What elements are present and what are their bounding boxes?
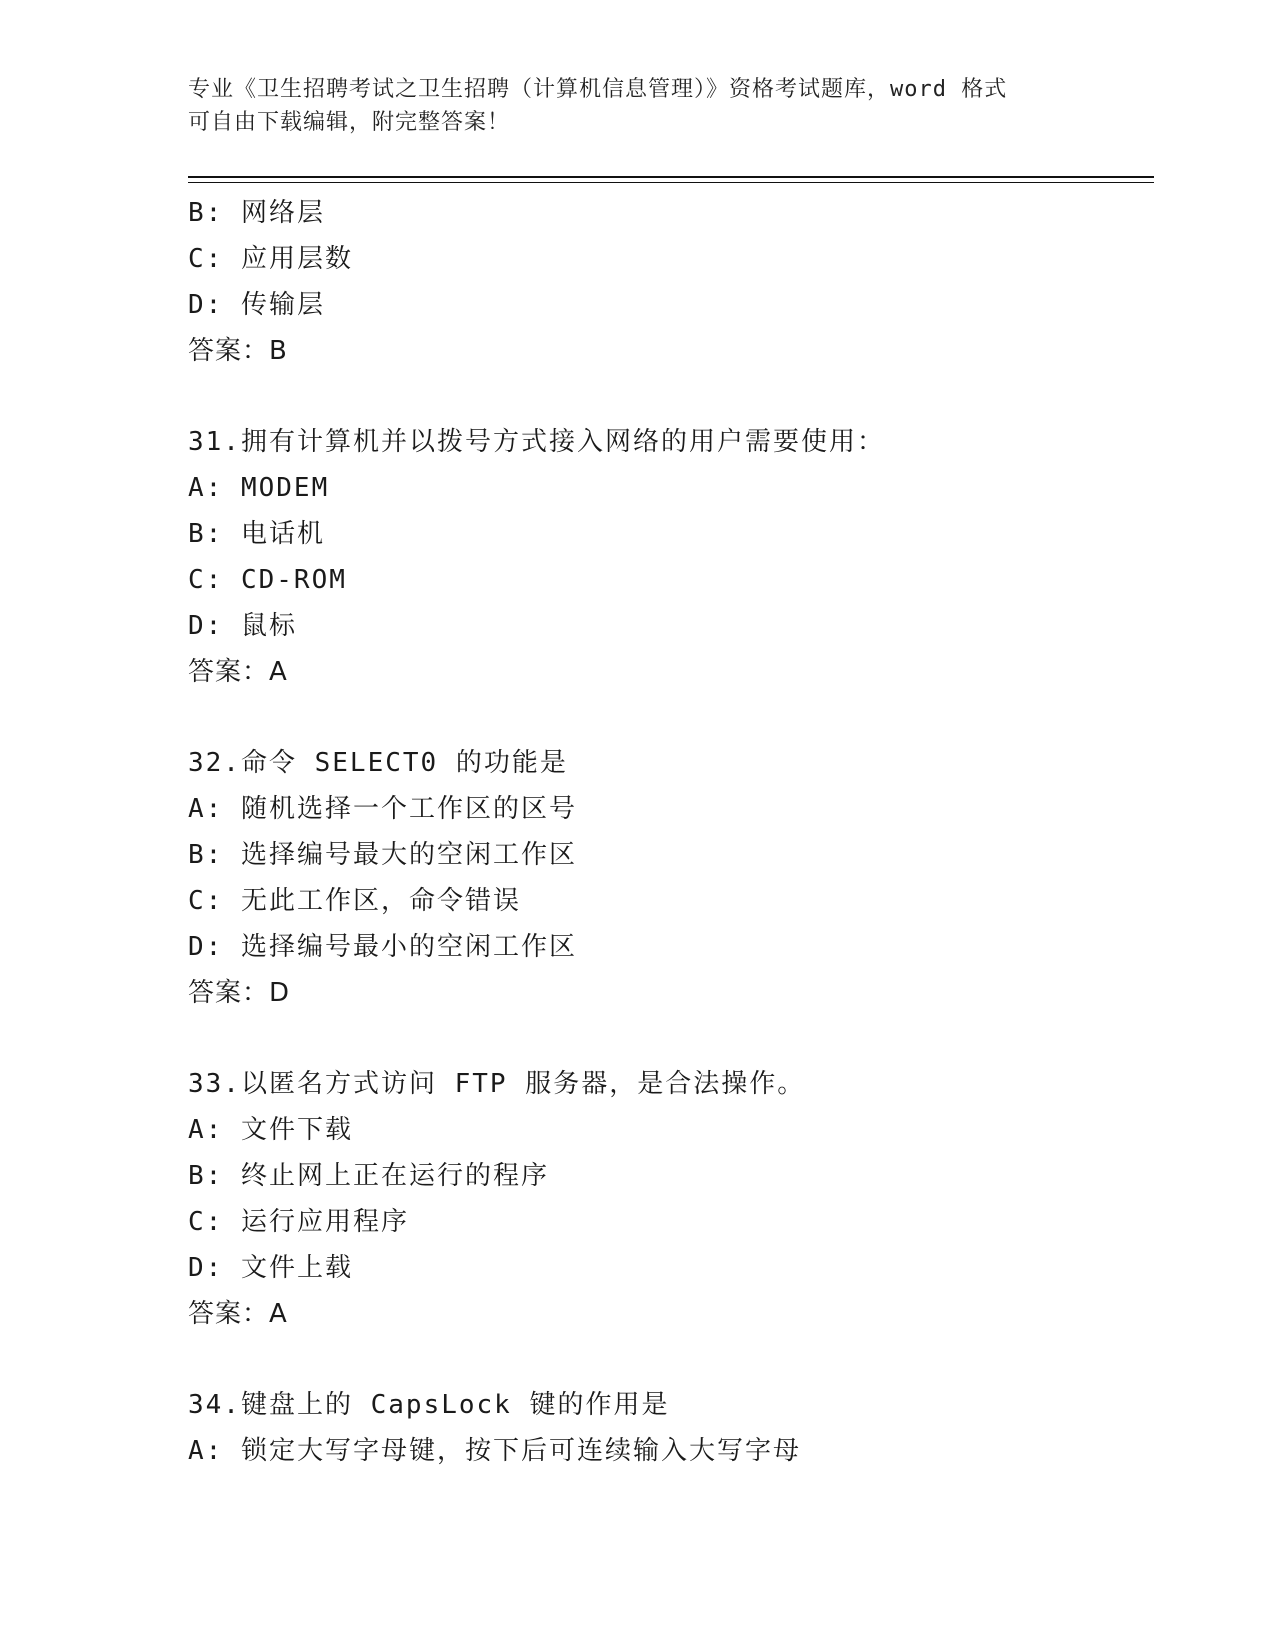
option-d: D: 选择编号最小的空闲工作区 bbox=[188, 932, 577, 962]
answer: 答案：D bbox=[188, 978, 291, 1008]
question-stem: 33.以匿名方式访问 FTP 服务器，是合法操作。 bbox=[188, 1069, 806, 1099]
option-b: B: 电话机 bbox=[188, 519, 325, 549]
header-line-1: 专业《卫生招聘考试之卫生招聘（计算机信息管理）》资格考试题库，word 格式 bbox=[188, 77, 1008, 102]
question-stem: 31.拥有计算机并以拨号方式接入网络的用户需要使用： bbox=[188, 427, 885, 457]
option-c: C: 运行应用程序 bbox=[188, 1207, 409, 1237]
question-34 bbox=[188, 1382, 1154, 1474]
option-a: A: 随机选择一个工作区的区号 bbox=[188, 794, 577, 824]
answer: 答案：A bbox=[188, 1299, 288, 1329]
option-d: D: 传输层 bbox=[188, 290, 325, 320]
header-divider-thin bbox=[188, 182, 1154, 183]
option-c: C: CD-ROM bbox=[188, 565, 347, 595]
question-31 bbox=[188, 419, 1154, 695]
option-d: D: 鼠标 bbox=[188, 611, 297, 641]
option-b: B: 网络层 bbox=[188, 198, 325, 228]
option-a: A: 文件下载 bbox=[188, 1115, 353, 1145]
option-c: C: 应用层数 bbox=[188, 244, 353, 274]
page-header bbox=[188, 73, 1088, 139]
question-stem: 32.命令 SELECT0 的功能是 bbox=[188, 748, 568, 778]
question-32 bbox=[188, 740, 1154, 1016]
document-body bbox=[188, 190, 1154, 1474]
answer: 答案：B bbox=[188, 336, 288, 366]
option-c: C: 无此工作区，命令错误 bbox=[188, 886, 521, 916]
option-b: B: 终止网上正在运行的程序 bbox=[188, 1161, 549, 1191]
header-line-2: 可自由下载编辑，附完整答案！ bbox=[188, 110, 511, 135]
option-d: D: 文件上载 bbox=[188, 1253, 353, 1283]
question-33 bbox=[188, 1061, 1154, 1337]
option-b: B: 选择编号最大的空闲工作区 bbox=[188, 840, 577, 870]
question-stem: 34.键盘上的 CapsLock 键的作用是 bbox=[188, 1390, 670, 1420]
option-a: A: 锁定大写字母键，按下后可连续输入大写字母 bbox=[188, 1436, 801, 1466]
answer: 答案：A bbox=[188, 657, 288, 687]
question-30-continued bbox=[188, 190, 1154, 374]
header-divider bbox=[188, 176, 1154, 178]
option-a: A: MODEM bbox=[188, 473, 330, 503]
